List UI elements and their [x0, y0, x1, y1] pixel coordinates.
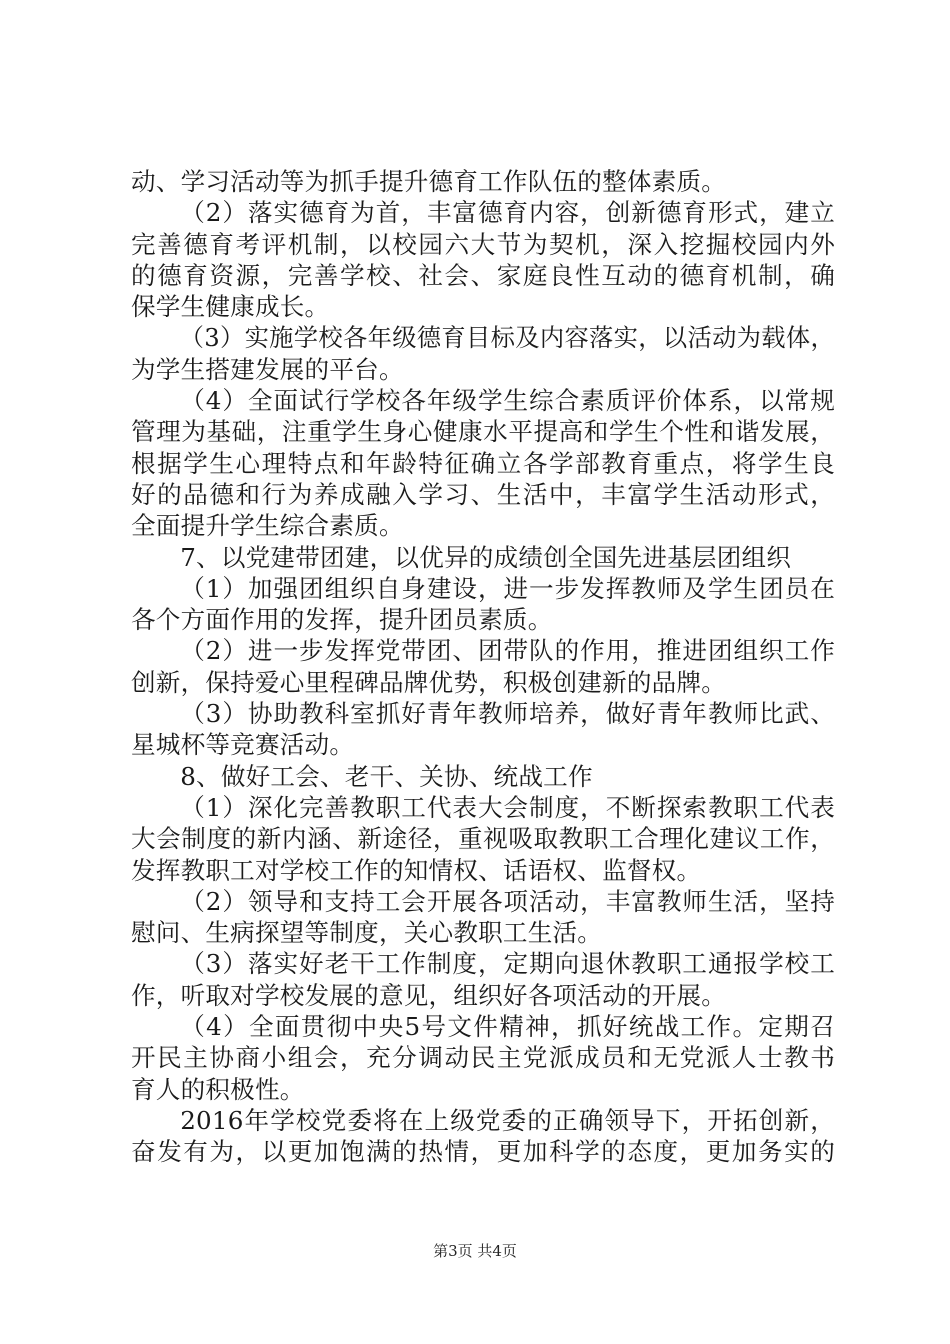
text-line: （1）深化完善教职工代表大会制度，不断探索教职工代表 [180, 792, 835, 822]
text-line: （2）落实德育为首，丰富德育内容，创新德育形式，建立 [180, 198, 835, 228]
text-line: （3）落实好老干工作制度，定期向退休教职工通报学校工 [180, 949, 835, 979]
text-line: 管理为基础，注重学生身心健康水平提高和学生个性和谐发展， [131, 417, 835, 447]
text-line: 全面提升学生综合素质。 [131, 511, 404, 541]
text-line: （3）协助教科室抓好青年教师培养，做好青年教师比武、 [180, 699, 835, 729]
text-line: 根据学生心理特点和年龄特征确立各学部教育重点，将学生良 [131, 448, 835, 478]
text-line: 创新，保持爱心里程碑品牌优势，积极创建新的品牌。 [131, 667, 727, 697]
text-line: （1）加强团组织自身建设，进一步发挥教师及学生团员在 [180, 573, 835, 603]
text-line: （2）进一步发挥党带团、团带队的作用，推进团组织工作 [180, 636, 835, 666]
text-line: 为学生搭建发展的平台。 [131, 354, 404, 384]
text-line: 星城杯等竞赛活动。 [131, 730, 355, 760]
text-line: 保学生健康成长。 [131, 292, 330, 322]
text-line: （4）全面试行学校各年级学生综合素质评价体系，以常规 [180, 386, 835, 416]
text-line: 2016年学校党委将在上级党委的正确领导下，开拓创新， [180, 1105, 835, 1135]
text-line: 8、做好工会、老干、关协、统战工作 [180, 761, 593, 791]
text-line: 的德育资源，完善学校、社会、家庭良性互动的德育机制，确 [131, 260, 835, 290]
text-line: 开民主协商小组会，充分调动民主党派成员和无党派人士教书 [131, 1043, 835, 1073]
text-line: 发挥教职工对学校工作的知情权、话语权、监督权。 [131, 855, 702, 885]
text-line: 完善德育考评机制，以校园六大节为契机，深入挖掘校园内外 [131, 229, 835, 259]
text-line: （3）实施学校各年级德育目标及内容落实，以活动为载体， [179, 323, 835, 353]
body-text [131, 166, 835, 1168]
text-line: （4）全面贯彻中央5号文件精神，抓好统战工作。定期召 [180, 1012, 835, 1042]
text-line: 各个方面作用的发挥，提升团员素质。 [131, 605, 553, 635]
text-line: 好的品德和行为养成融入学习、生活中，丰富学生活动形式， [131, 479, 835, 509]
text-line: 奋发有为，以更加饱满的热情，更加科学的态度，更加务实的 [131, 1137, 835, 1167]
text-line: 大会制度的新内涵、新途径，重视吸取教职工合理化建议工作， [131, 824, 835, 854]
text-line: （2）领导和支持工会开展各项活动，丰富教师生活，坚持 [180, 886, 835, 916]
text-line: 育人的积极性。 [131, 1074, 305, 1104]
text-line: 动、学习活动等为抓手提升德育工作队伍的整体素质。 [131, 167, 727, 196]
text-line: 作，听取对学校发展的意见，组织好各项活动的开展。 [131, 980, 727, 1010]
text-line: 7、以党建带团建，以优异的成绩创全国先进基层团组织 [180, 542, 792, 572]
text-line: 慰问、生病探望等制度，关心教职工生活。 [131, 918, 603, 948]
page-footer: 第3页 共4页 [433, 1242, 517, 1260]
